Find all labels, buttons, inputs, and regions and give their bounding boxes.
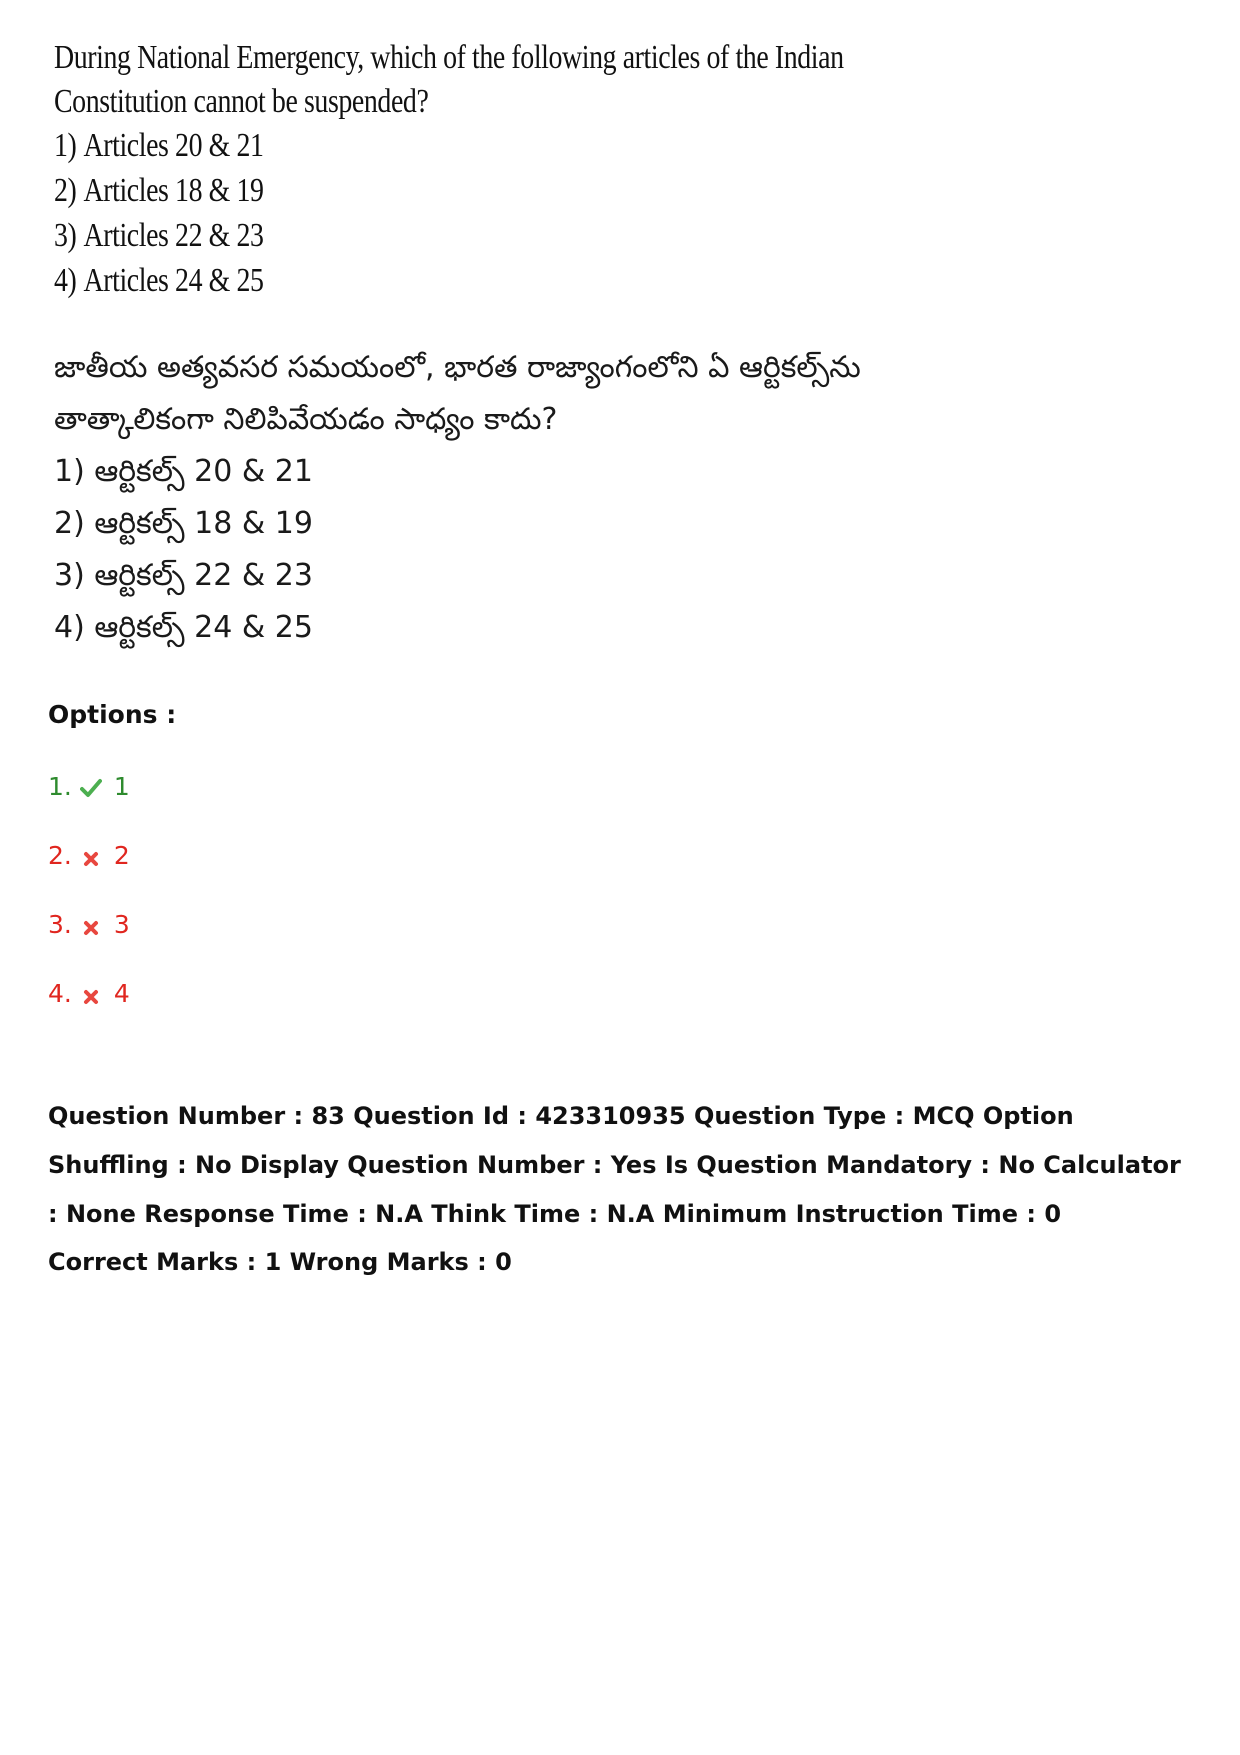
check-icon	[80, 776, 102, 798]
question-option-telugu: 4) ఆర్టికల్స్ 24 & 25	[54, 610, 313, 645]
answer-option-number: 1.	[48, 772, 72, 801]
answer-option-value: 4	[113, 979, 130, 1008]
question-metadata: Question Number : 83 Question Id : 423310935 Question Type : MCQ Option Shuffling : No Display Question Number : Yes Is Question Mandatory : No Calculator : None Response Time : N.A Think Time : N.A Minimum Instruction Time : 0	[48, 1102, 1181, 1228]
marks-info: Correct Marks : 1 Wrong Marks : 0	[48, 1248, 512, 1276]
question-option-english	[54, 124, 808, 169]
question-option-number: 4)	[54, 262, 77, 299]
question-option-number: 2)	[54, 172, 77, 209]
cross-icon	[80, 983, 102, 1005]
cross-icon	[80, 845, 102, 867]
answer-option-number: 3.	[48, 910, 72, 939]
question-english	[54, 36, 844, 304]
question-option-text: Articles 18 & 19	[83, 172, 264, 209]
question-option-text: Articles 20 & 21	[83, 127, 264, 164]
question-option-text: Articles 22 & 23	[83, 217, 264, 254]
options-heading: Options :	[48, 700, 177, 729]
answer-option-value: 3	[113, 910, 130, 939]
question-option-text: Articles 24 & 25	[83, 262, 264, 299]
answer-option-3	[48, 910, 130, 939]
answer-option-4	[48, 979, 130, 1008]
answer-option-number: 2.	[48, 841, 72, 870]
answer-option-value: 1	[113, 772, 130, 801]
question-option-telugu: 3) ఆర్టికల్స్ 22 & 23	[54, 558, 313, 593]
question-option-telugu: 2) ఆర్టికల్స్ 18 & 19	[54, 506, 313, 541]
question-option-number: 1)	[54, 127, 77, 164]
answer-option-2	[48, 841, 130, 870]
answer-option-1	[48, 772, 130, 801]
question-option-english	[54, 259, 808, 304]
answer-option-number: 4.	[48, 979, 72, 1008]
answer-option-value: 2	[113, 841, 130, 870]
question-stem-telugu: జాతీయ అత్యవసర సమయంలో, భారత రాజ్యాంగంలోని ఏ ఆర్టికల్స్‌ను తాత్కాలికంగా నిలిపివేయడం సాధ్యం కాదు?	[54, 350, 861, 437]
question-image	[54, 36, 974, 654]
question-option-english	[54, 214, 808, 259]
question-option-number: 3)	[54, 217, 77, 254]
question-option-telugu: 1) ఆర్టికల్స్ 20 & 21	[54, 454, 313, 489]
question-stem-english: During National Emergency, which of the following articles of the Indian Constitution cannot be suspended?	[54, 39, 844, 120]
question-telugu	[54, 342, 974, 654]
question-option-english	[54, 169, 808, 214]
cross-icon	[80, 914, 102, 936]
